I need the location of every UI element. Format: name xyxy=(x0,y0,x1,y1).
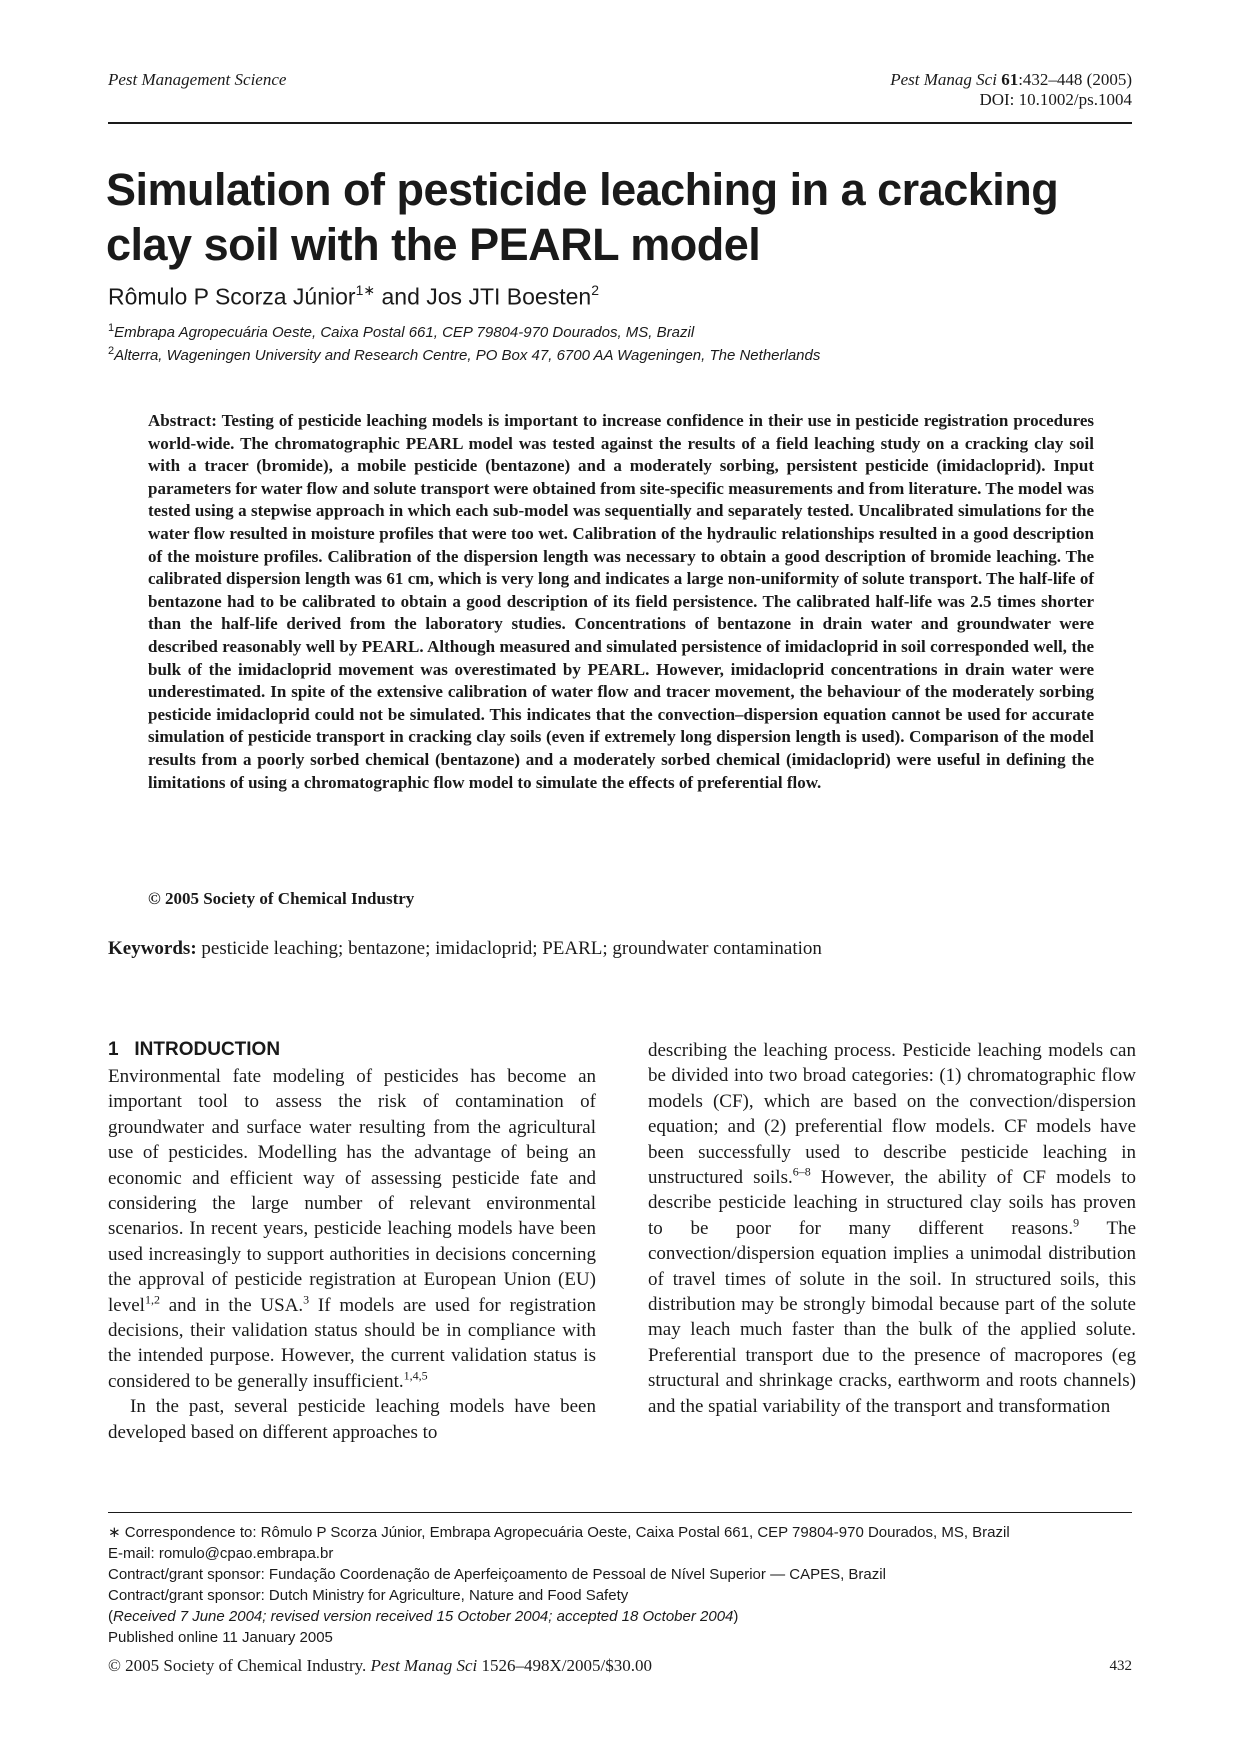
footnote-rule xyxy=(108,1512,1132,1513)
bottom-copyright-text: © 2005 Society of Chemical Industry. xyxy=(108,1656,371,1675)
p1-text-a: Environmental fate modeling of pesticides has become an important tool to assess the risk of contamination of groundwater and surface water resulting from the agricultural use of pesticides. Modelling has the advantage of being an economic and efficient way of assessing pesticide fate and considering the large number of relevant environmental scenarios. In recent years, pesticide leaching models have been used increasingly to support authorities in decisions concerning the approval of pesticide registration at European Union (EU) level xyxy=(108,1066,596,1316)
bottom-copyright xyxy=(108,1656,652,1676)
doi[interactable]: DOI: 10.1002/ps.1004 xyxy=(979,90,1132,109)
p1-ref-2[interactable]: 3 xyxy=(303,1292,310,1307)
published-date: Published online 11 January 2005 xyxy=(108,1629,333,1646)
keywords-text: pesticide leaching; bentazone; imidacloprid; PEARL; groundwater contamination xyxy=(196,938,822,959)
header-rule xyxy=(108,122,1132,124)
affiliation-1-text: Embrapa Agropecuária Oeste, Caixa Postal 661, CEP 79804-970 Dourados, MS, Brazil xyxy=(114,324,695,341)
citation-block xyxy=(890,70,1132,110)
citation-volume: 61 xyxy=(1001,70,1019,89)
received-close: ) xyxy=(733,1608,739,1625)
affiliation-2-mark: 2 xyxy=(108,345,115,357)
citation-journal: Pest Manag Sci xyxy=(890,70,997,89)
author-2-marks: 2 xyxy=(591,282,599,298)
citation-pages: :432–448 (2005) xyxy=(1018,70,1132,89)
grant-sponsor-1: Contract/grant sponsor: Fundação Coordenação de Aperfeiçoamento de Pessoal de Nível Superior — CAPES, Brazil xyxy=(108,1566,886,1583)
page-number: 432 xyxy=(1109,1658,1132,1674)
p1-text-b: and in the USA. xyxy=(159,1294,304,1316)
affiliation-2 xyxy=(108,345,820,364)
grant-sponsor-2: Contract/grant sponsor: Dutch Ministry for Agriculture, Nature and Food Safety xyxy=(108,1587,629,1604)
rc-text-b: However, the ability of CF models to describe pesticide leaching in structured clay soils has proven to be poor for many different reasons. xyxy=(648,1167,1136,1239)
section-heading: 1 INTRODUCTION xyxy=(108,1039,281,1060)
author-2: Jos JTI Boesten xyxy=(426,283,592,310)
correspondence-text: Correspondence to: Rômulo P Scorza Júnior, Embrapa Agropecuária Oeste, Caixa Postal 661, CEP 79804-970 Dourados, MS, Brazil xyxy=(120,1524,1010,1541)
intro-paragraph-1 xyxy=(108,1064,596,1394)
rc-ref-1[interactable]: 6–8 xyxy=(792,1164,811,1179)
received-open: ( xyxy=(108,1608,113,1625)
journal-name: Pest Management Science xyxy=(108,70,287,89)
citation-line xyxy=(890,70,1132,90)
bottom-issn: 1526–498X/2005/$30.00 xyxy=(477,1656,652,1675)
author-1-marks: 1∗ xyxy=(355,282,376,298)
article-title: Simulation of pesticide leaching in a cracking clay soil with the PEARL model xyxy=(106,164,1059,270)
author-joiner: and xyxy=(375,283,427,310)
intro-paragraph-2-continued xyxy=(648,1038,1136,1419)
right-column xyxy=(648,1038,1136,1419)
affiliation-1 xyxy=(108,322,694,341)
keywords-label: Keywords: xyxy=(108,938,197,959)
author-1: Rômulo P Scorza Júnior xyxy=(108,283,356,310)
p1-text-c: If models are used for registration decisions, their validation status should be in compliance with the intended purpose. However, the current validation status is considered to be generally insufficient. xyxy=(108,1294,596,1392)
authors xyxy=(108,283,599,311)
rc-ref-2[interactable]: 9 xyxy=(1073,1215,1080,1230)
received-dates xyxy=(108,1606,1010,1627)
rc-text-c: The convection/dispersion equation implies a unimodal distribution of travel times of solute in the soil. In structured soils, this distribution may be strongly bimodal because part of the solute may leach much faster than the bulk of the applied solute. Preferential transport due to the presence of macropores (eg structural and shrinkage cracks, earthworm and roots channels) and the spatial variability of the transport and transformation xyxy=(648,1217,1137,1417)
email[interactable]: E-mail: romulo@cpao.embrapa.br xyxy=(108,1545,334,1562)
intro-paragraph-2: In the past, several pesticide leaching models have been developed based on different approaches to xyxy=(108,1396,596,1443)
bottom-journal: Pest Manag Sci xyxy=(370,1656,478,1675)
affiliation-2-text: Alterra, Wageningen University and Research Centre, PO Box 47, 6700 AA Wageningen, The Netherlands xyxy=(114,347,821,364)
footnotes xyxy=(108,1522,1010,1648)
rc-text-a: describing the leaching process. Pesticide leaching models can be divided into two broad categories: (1) chromatographic flow models (CF), which are based on the convection/dispersion equation; and (2) preferential flow models. CF models have been successfully used to describe pesticide leaching in unstructured soils. xyxy=(648,1040,1136,1189)
correspondence xyxy=(108,1522,1010,1543)
keywords xyxy=(108,938,822,960)
correspondence-mark: ∗ xyxy=(108,1524,121,1541)
abstract: Abstract: Testing of pesticide leaching models is important to increase confidence in their use in pesticide registration procedures world-wide. The chromatographic PEARL model was tested against the results of a field leaching study on a cracking clay soil with a tracer (bromide), a mobile pesticide (bentazone) and a moderately sorbing, persistent pesticide (imidacloprid). Input parameters for water flow and solute transport were obtained from site-specific measurements and from literature. The model was tested using a stepwise approach in which each sub-model was sequentially and separately tested. Uncalibrated simulations for the water flow resulted in moisture profiles that were too wet. Calibration of the hydraulic relationships resulted in a good description of the moisture profiles. Calibration of the dispersion length was necessary to obtain a good description of bromide leaching. The calibrated dispersion length was 61 cm, which is very long and indicates a large non-uniformity of solute transport. The half-life of bentazone had to be calibrated to obtain a good description of its field persistence. The calibrated half-life was 2.5 times shorter than the half-life derived from the laboratory studies. Concentrations of bentazone in drain water and groundwater were described reasonably well by PEARL. Although measured and simulated persistence of imidacloprid in soil corresponded well, the bulk of the imidacloprid movement was overestimated by PEARL. However, imidacloprid concentrations in drain water were underestimated. In spite of the extensive calibration of water flow and tracer movement, the behaviour of the moderately sorbing pesticide imidacloprid could not be simulated. This indicates that the convection–dispersion equation cannot be used for accurate simulation of pesticide transport in cracking clay soils (even if extremely long dispersion length is used). Comparison of the model results from a poorly sorbed chemical (bentazone) and a moderately sorbed chemical (imidacloprid) were useful in defining the limitations of using a chromatographic flow model to simulate the effects of preferential flow. xyxy=(148,411,1094,792)
abstract-copyright: © 2005 Society of Chemical Industry xyxy=(148,889,415,908)
left-column xyxy=(108,1064,596,1445)
received-text: Received 7 June 2004; revised version received 15 October 2004; accepted 18 October 2004 xyxy=(113,1608,734,1625)
p1-ref-1[interactable]: 1,2 xyxy=(144,1292,160,1307)
p1-ref-3[interactable]: 1,4,5 xyxy=(403,1368,428,1383)
affiliation-1-mark: 1 xyxy=(108,322,115,334)
